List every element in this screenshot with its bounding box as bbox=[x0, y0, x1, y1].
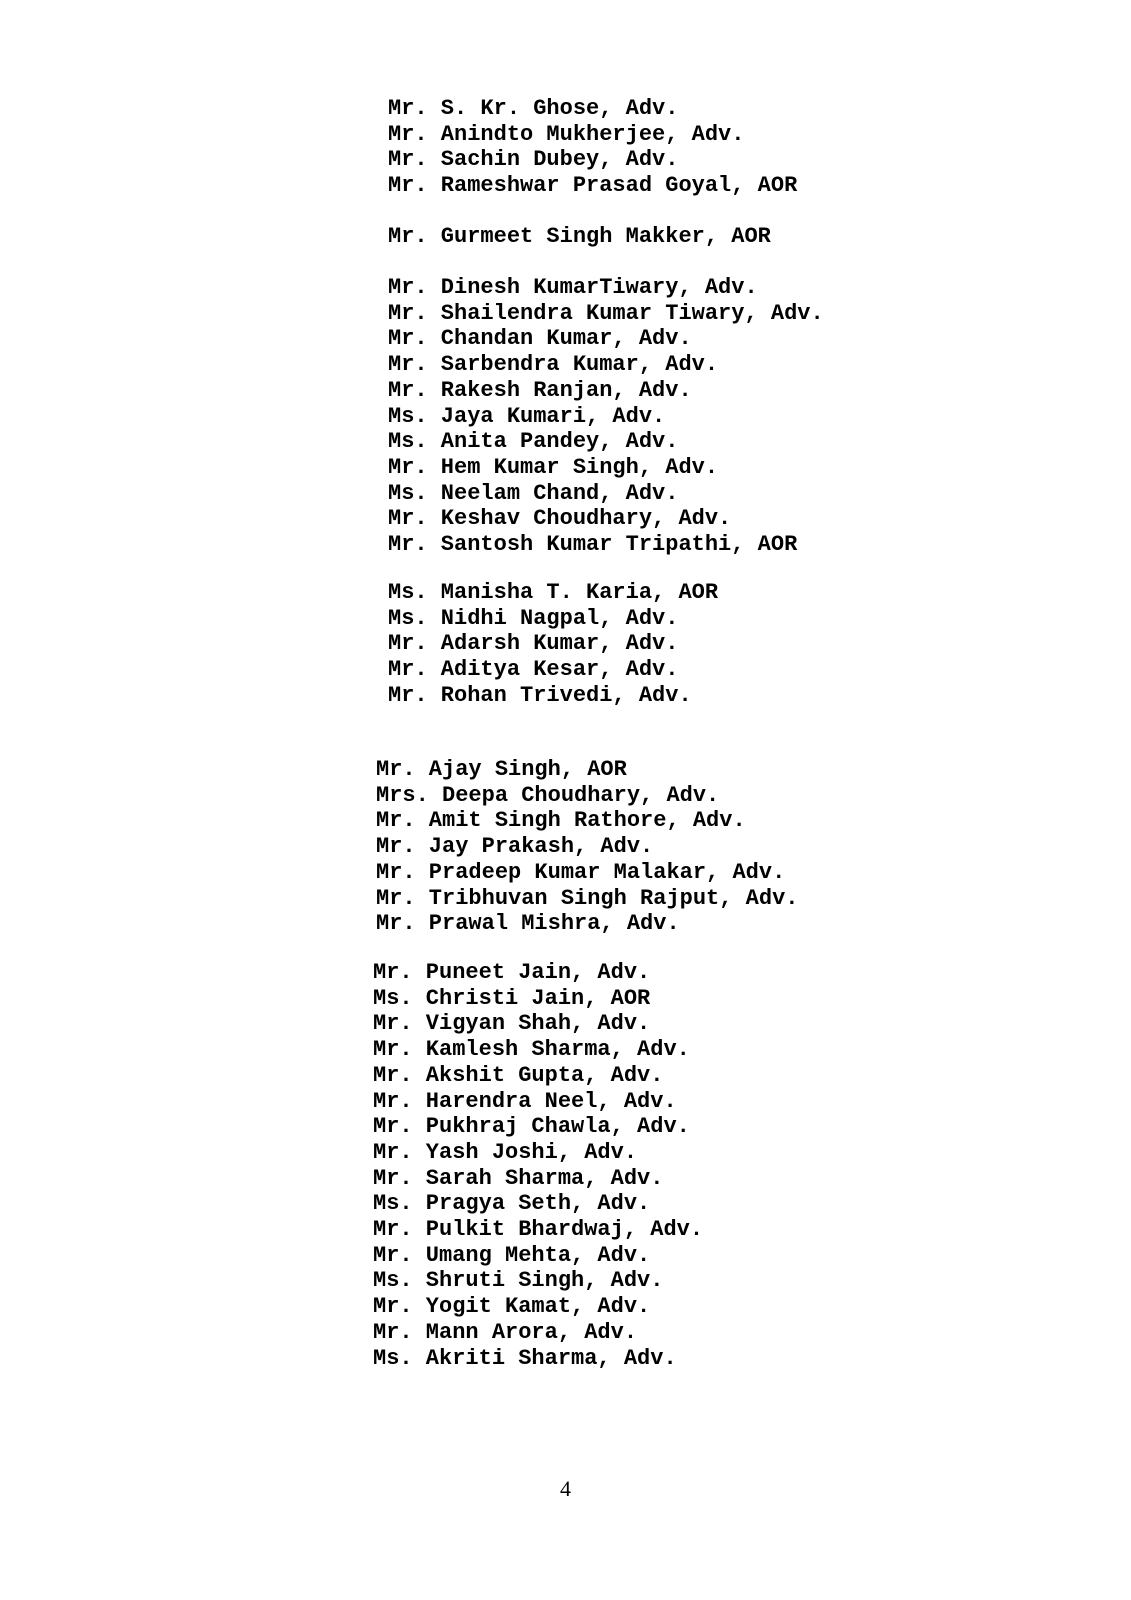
counsel-line: Ms. Anita Pandey, Adv. bbox=[388, 429, 679, 455]
counsel-line: Mr. Pulkit Bhardwaj, Adv. bbox=[373, 1217, 704, 1243]
counsel-line: Mr. Sarah Sharma, Adv. bbox=[373, 1165, 664, 1191]
counsel-line: Mr. Pradeep Kumar Malakar, Adv. bbox=[376, 859, 786, 885]
counsel-line: Mr. Sachin Dubey, Adv. bbox=[388, 147, 679, 173]
counsel-line: Mr. Akshit Gupta, Adv. bbox=[373, 1062, 664, 1088]
counsel-line: Mr. Kamlesh Sharma, Adv. bbox=[373, 1037, 690, 1063]
counsel-line: Mr. Santosh Kumar Tripathi, AOR bbox=[388, 532, 798, 558]
counsel-line: Mr. Prawal Mishra, Adv. bbox=[376, 911, 680, 937]
page-number: 4 bbox=[560, 1476, 571, 1501]
counsel-line: Ms. Nidhi Nagpal, Adv. bbox=[388, 605, 679, 631]
counsel-line: Ms. Jaya Kumari, Adv. bbox=[388, 403, 666, 429]
counsel-line: Mr. Adarsh Kumar, Adv. bbox=[388, 631, 679, 657]
counsel-line: Mr. Shailendra Kumar Tiwary, Adv. bbox=[388, 300, 824, 326]
counsel-line: Mr. Harendra Neel, Adv. bbox=[373, 1088, 677, 1114]
counsel-group-3 bbox=[388, 275, 824, 558]
counsel-line: Mr. Chandan Kumar, Adv. bbox=[388, 326, 692, 352]
counsel-group-1 bbox=[388, 96, 797, 199]
counsel-line: Mr. S. Kr. Ghose, Adv. bbox=[388, 96, 679, 121]
counsel-line: Ms. Manisha T. Karia, AOR bbox=[388, 580, 719, 605]
counsel-line: Mr. Pukhraj Chawla, Adv. bbox=[373, 1114, 690, 1140]
counsel-line: Mr. Umang Mehta, Adv. bbox=[373, 1242, 651, 1268]
counsel-line: Ms. Christi Jain, AOR bbox=[373, 985, 651, 1011]
counsel-line: Ms. Pragya Seth, Adv. bbox=[373, 1191, 651, 1217]
counsel-line: Ms. Neelam Chand, Adv. bbox=[388, 480, 679, 506]
counsel-line: Mr. Sarbendra Kumar, Adv. bbox=[388, 352, 719, 378]
counsel-line: Mr. Yogit Kamat, Adv. bbox=[373, 1294, 651, 1320]
counsel-line: Ms. Akriti Sharma, Adv. bbox=[373, 1345, 677, 1371]
counsel-line: Mr. Ajay Singh, AOR bbox=[376, 757, 627, 782]
counsel-line: Mr. Aditya Kesar, Adv. bbox=[388, 657, 679, 683]
counsel-group-4 bbox=[388, 580, 718, 709]
counsel-line: Mr. Rohan Trivedi, Adv. bbox=[388, 682, 692, 708]
counsel-line: Mr. Hem Kumar Singh, Adv. bbox=[388, 454, 719, 480]
counsel-line: Mrs. Deepa Choudhary, Adv. bbox=[376, 782, 720, 808]
counsel-line: Mr. Mann Arora, Adv. bbox=[373, 1319, 638, 1345]
counsel-line: Mr. Amit Singh Rathore, Adv. bbox=[376, 808, 746, 834]
counsel-line: Mr. Vigyan Shah, Adv. bbox=[373, 1011, 651, 1037]
counsel-line: Mr. Rakesh Ranjan, Adv. bbox=[388, 377, 692, 403]
counsel-line: Mr. Anindto Mukherjee, Adv. bbox=[388, 121, 745, 147]
counsel-line: Mr. Jay Prakash, Adv. bbox=[376, 834, 654, 860]
counsel-line: Mr. Puneet Jain, Adv. bbox=[373, 960, 651, 985]
counsel-group-5 bbox=[376, 757, 798, 937]
counsel-line: Mr. Dinesh KumarTiwary, Adv. bbox=[388, 275, 758, 300]
counsel-line: Mr. Gurmeet Singh Makker, AOR bbox=[388, 224, 771, 249]
counsel-line: Mr. Keshav Choudhary, Adv. bbox=[388, 506, 732, 532]
counsel-group-6 bbox=[373, 960, 703, 1371]
counsel-line: Mr. Rameshwar Prasad Goyal, AOR bbox=[388, 173, 798, 199]
counsel-line: Mr. Tribhuvan Singh Rajput, Adv. bbox=[376, 885, 799, 911]
counsel-line: Ms. Shruti Singh, Adv. bbox=[373, 1268, 664, 1294]
counsel-group-2 bbox=[388, 224, 771, 250]
counsel-line: Mr. Yash Joshi, Adv. bbox=[373, 1139, 638, 1165]
